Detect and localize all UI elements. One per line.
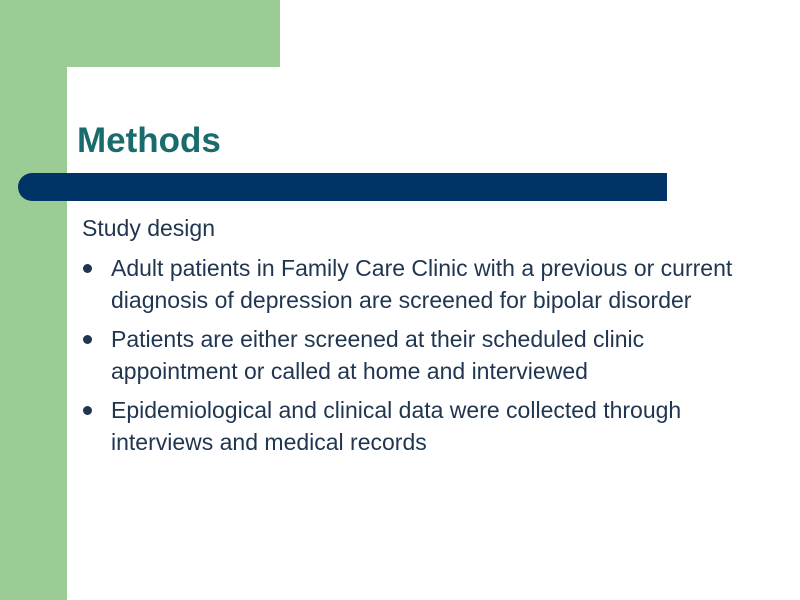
bullet-dot-icon <box>83 406 92 415</box>
bullet-dot-icon <box>83 335 92 344</box>
bullet-item <box>78 394 758 458</box>
bullet-text: Adult patients in Family Care Clinic with a previous or current diagnosis of depression are screened for bipolar disorder <box>111 255 733 313</box>
bullet-text: Epidemiological and clinical data were collected through interviews and medical records <box>111 397 682 455</box>
green-side-band <box>0 0 67 600</box>
slide-title: Methods <box>77 121 221 160</box>
bullet-item <box>78 323 758 387</box>
section-subheading: Study design <box>82 215 215 241</box>
bullet-item <box>78 252 758 316</box>
green-top-band <box>0 0 280 67</box>
bullet-text: Patients are either screened at their scheduled clinic appointment or called at home and interviewed <box>111 326 645 384</box>
bullet-list <box>78 252 758 465</box>
bullet-dot-icon <box>83 264 92 273</box>
title-underline-bar <box>18 173 667 201</box>
